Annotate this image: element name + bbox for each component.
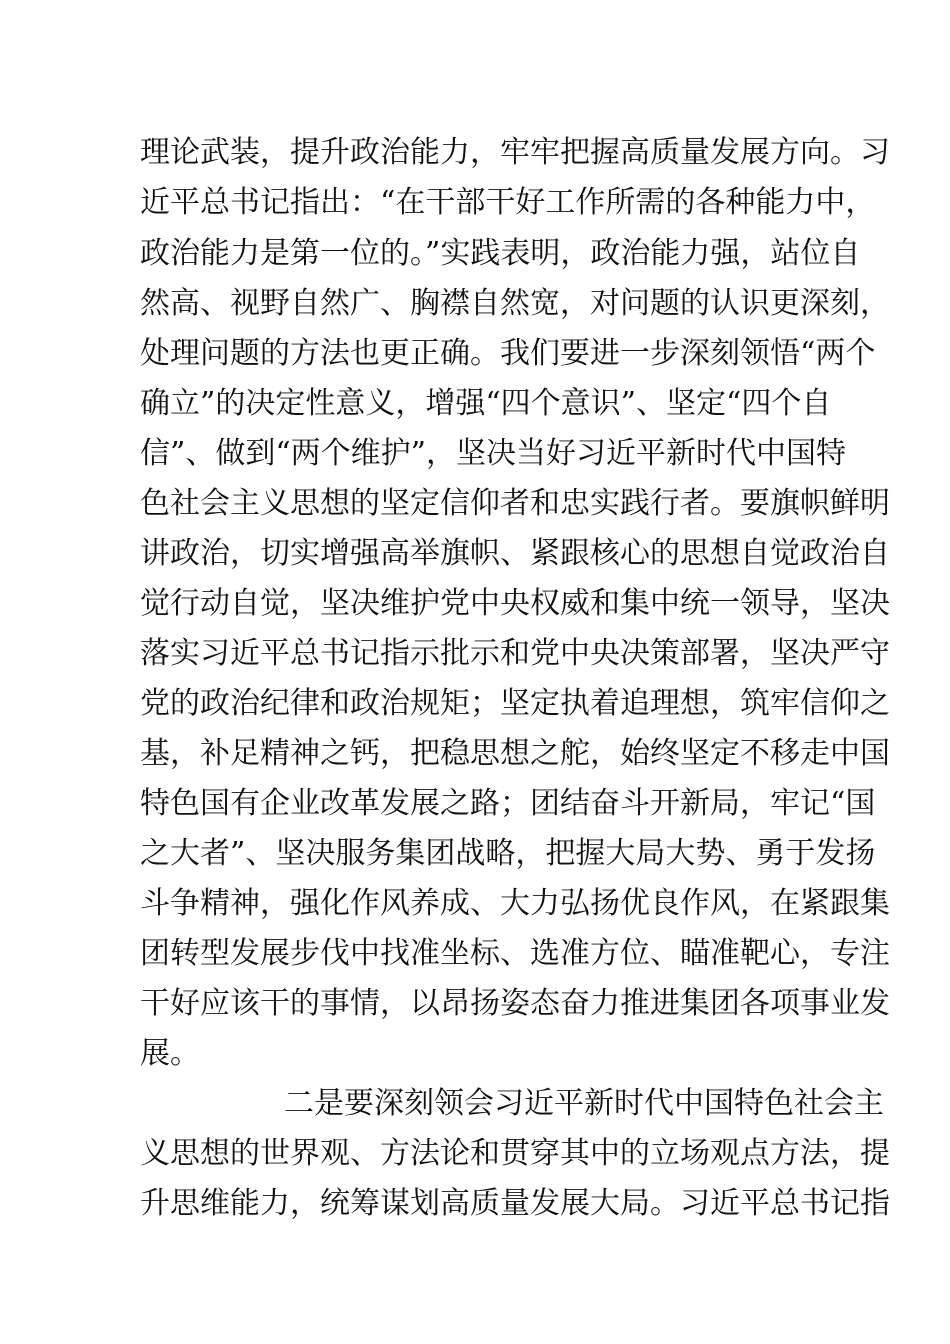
text-line: 确立”的决定性意义，增强“四个意识”、坚定“四个自	[140, 386, 832, 421]
text-line: 觉行动自觉，坚决维护党中央权威和集中统一领导，坚决	[140, 586, 890, 621]
text-line: 干好应该干的事情，以昂扬姿态奋力推进集团各项事业发	[140, 986, 890, 1021]
text-line: 落实习近平总书记指示批示和党中央决策部署，坚决严守	[140, 636, 890, 671]
text-line: 处理问题的方法也更正确。我们要进一步深刻领悟“两个	[140, 336, 876, 371]
text-line: 基，补足精神之钙，把稳思想之舵，始终坚定不移走中国	[140, 736, 890, 771]
text-line: 之大者”、坚决服务集团战略，把握大局大势、勇于发扬	[140, 836, 876, 871]
text-line: 近平总书记指出：“在干部干好工作所需的各种能力中，	[140, 185, 876, 220]
text-line: 信”、做到“两个维护”，坚决当好习近平新时代中国特	[140, 436, 847, 471]
text-line: 政治能力是第一位的。”实践表明，政治能力强，站位自	[140, 236, 861, 271]
text-line: 斗争精神，强化作风养成、大力弘扬优良作风，在紧跟集	[140, 886, 890, 921]
text-line: 展。	[140, 1036, 200, 1071]
text-line: 然高、视野自然广、胸襟自然宽，对问题的认识更深刻，	[140, 286, 890, 321]
text-line: 升思维能力，统筹谋划高质量发展大局。习近平总书记指	[140, 1186, 890, 1221]
text-line: 理论武装，提升政治能力，牢牢把握高质量发展方向。习	[140, 135, 890, 170]
text-line: 党的政治纪律和政治规矩；坚定执着追理想，筑牢信仰之	[140, 686, 890, 721]
text-line: 讲政治，切实增强高举旗帜、紧跟核心的思想自觉政治自	[140, 536, 890, 571]
text-line: 特色国有企业改革发展之路；团结奋斗开新局，牢记“国	[140, 786, 876, 821]
text-line: 二是要深刻领会习近平新时代中国特色社会主	[284, 1086, 884, 1121]
text-line: 团转型发展步伐中找准坐标、选准方位、瞄准靶心，专注	[140, 936, 890, 971]
text-line: 色社会主义思想的坚定信仰者和忠实践行者。要旗帜鲜明	[140, 486, 890, 521]
text-line: 义思想的世界观、方法论和贯穿其中的立场观点方法，提	[140, 1136, 890, 1171]
